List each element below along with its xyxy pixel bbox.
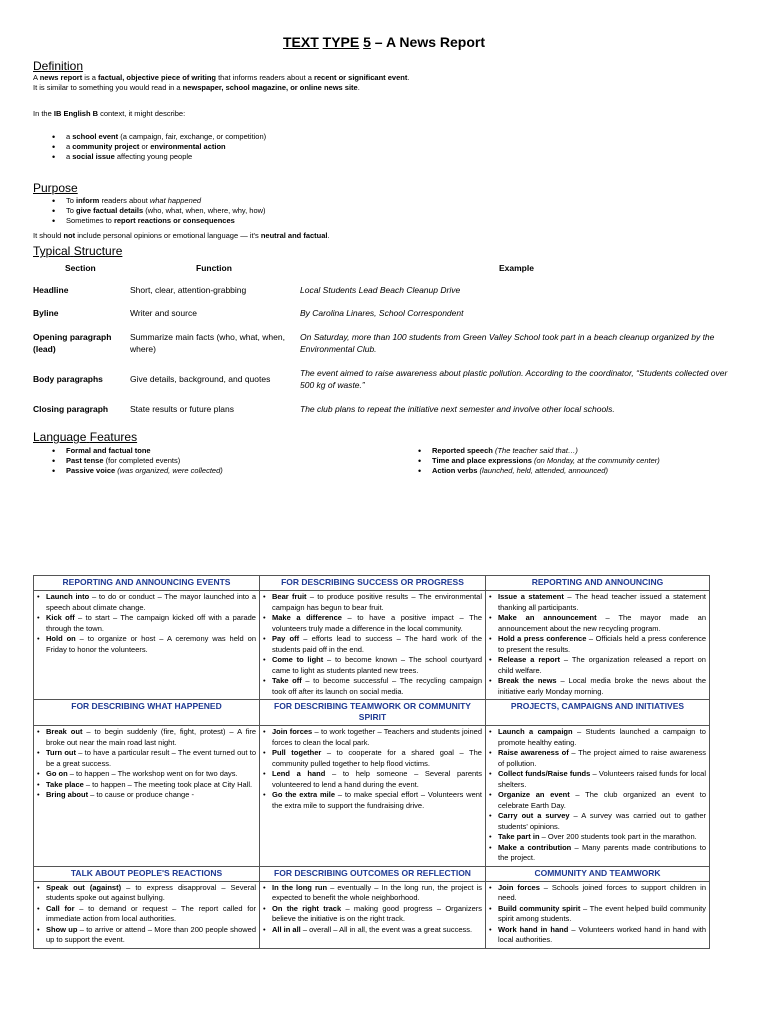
row-function: State results or future plans <box>130 404 234 414</box>
purpose-heading: Purpose <box>33 181 78 195</box>
vocab-entry: • Raise awareness of – The project aimed to raise awareness of pollution. <box>489 748 706 769</box>
row-function: Summarize main facts (who, what, when, where) <box>130 332 285 354</box>
vocab-content-row <box>34 726 710 867</box>
vocab-category-heading: PROJECTS, CAMPAIGNS AND INITIATIVES <box>486 700 710 726</box>
vocab-entry: • Issue a statement – The head teacher issued a statement thanking all participants. <box>489 592 706 613</box>
vocab-entry: • Bear fruit – to produce positive results – The environmental campaign has begun to bear fruit. <box>263 592 482 613</box>
vocab-entry: • Kick off – to start – The campaign kicked off with a parade through the town. <box>37 613 256 634</box>
vocab-entry: • Release a report – The organization released a report on child welfare. <box>489 655 706 676</box>
vocab-entry: • Build community spirit – The event helped build community spirit among students. <box>489 904 706 925</box>
row-section: Opening paragraph (lead) <box>33 332 112 354</box>
vocab-entry: • Bring about – to cause or produce change - <box>37 790 256 801</box>
vocab-cell <box>260 591 486 700</box>
structure-header-section: Section <box>65 263 96 273</box>
list-item: • a community project or environmental action <box>50 142 266 152</box>
list-item: • Passive voice (was organized, were collected) <box>50 466 223 476</box>
vocab-content-row <box>34 591 710 700</box>
vocab-entry: • On the right track – making good progress – Organizers believe the initiative is on the right track. <box>263 904 482 925</box>
vocab-entry: • Hold on – to organize or host – A ceremony was held on Friday to honor the volunteers. <box>37 634 256 655</box>
language-heading: Language Features <box>33 430 138 444</box>
vocab-entry: • Break the news – Local media broke the news about the initiative early Monday morning. <box>489 676 706 697</box>
vocab-entry: • Pull together – to cooperate for a shared goal – The community pulled together to help flood victims. <box>263 748 482 769</box>
row-section: Byline <box>33 308 59 318</box>
vocab-header-row <box>34 576 710 591</box>
title-part: 5 <box>363 34 371 50</box>
vocab-entry: • Hold a press conference – Officials held a press conference to present the results. <box>489 634 706 655</box>
purpose-note: It should not include personal opinions or emotional language — it's neutral and factual. <box>33 231 330 240</box>
list-item: • a school event (a campaign, fair, exchange, or competition) <box>50 132 266 142</box>
vocab-cell <box>486 591 710 700</box>
vocab-category-heading: REPORTING AND ANNOUNCING EVENTS <box>34 576 260 591</box>
vocab-category-heading: FOR DESCRIBING SUCCESS OR PROGRESS <box>260 576 486 591</box>
definition-line-3: In the IB English B context, it might describe: <box>33 109 186 118</box>
vocab-cell <box>34 726 260 867</box>
vocab-entry: • Speak out (against) – to express disapproval – Several students spoke out against bullying. <box>37 883 256 904</box>
vocab-category-heading: FOR DESCRIBING OUTCOMES OR REFLECTION <box>260 866 486 881</box>
row-function: Short, clear, attention-grabbing <box>130 285 247 295</box>
definition-bullets <box>50 132 266 162</box>
vocab-category-heading: COMMUNITY AND TEAMWORK <box>486 866 710 881</box>
vocab-category-heading: FOR DESCRIBING TEAMWORK OR COMMUNITY SPIRIT <box>260 700 486 726</box>
structure-heading: Typical Structure <box>33 244 123 258</box>
vocab-entry: • Take part in – Over 200 students took part in the marathon. <box>489 832 706 843</box>
vocab-entry: • Collect funds/Raise funds – Volunteers raised funds for local shelters. <box>489 769 706 790</box>
vocab-entry: • Come to light – to become known – The school courtyard came to light as students planted new trees. <box>263 655 482 676</box>
definition-line-2: It is similar to something you would read in a newspaper, school magazine, or online news site. <box>33 83 360 92</box>
vocab-entry: • Call for – to demand or request – The report called for immediate action from local authorities. <box>37 904 256 925</box>
list-item: • Past tense (for completed events) <box>50 456 223 466</box>
purpose-bullets <box>50 196 266 226</box>
vocab-cell <box>260 881 486 948</box>
row-section: Closing paragraph <box>33 404 109 414</box>
structure-header-function: Function <box>196 263 232 273</box>
vocab-entry: • Make a contribution – Many parents made contributions to the project. <box>489 843 706 864</box>
vocab-entry: • Make a difference – to have a positive impact – The volunteers truly made a difference in the local community. <box>263 613 482 634</box>
vocab-header-row <box>34 866 710 881</box>
row-section: Headline <box>33 285 69 295</box>
vocab-entry: • Join forces – Schools joined forces to support children in need. <box>489 883 706 904</box>
definition-line-1: A news report is a factual, objective piece of writing that informs readers about a recent or significant event. <box>33 73 410 82</box>
vocab-entry: • In the long run – eventually – In the long run, the project is expected to benefit the whole neighborhood. <box>263 883 482 904</box>
row-function: Give details, background, and quotes <box>130 374 271 384</box>
vocab-entry: • Go on – to happen – The workshop went on for two days. <box>37 769 256 780</box>
list-item: • Formal and factual tone <box>50 446 223 456</box>
vocab-category-heading: FOR DESCRIBING WHAT HAPPENED <box>34 700 260 726</box>
row-function: Writer and source <box>130 308 197 318</box>
list-item: • Reported speech (The teacher said that…) <box>416 446 660 456</box>
vocab-entry: • Join forces – to work together – Teachers and students joined forces to clean the local park. <box>263 727 482 748</box>
language-features-left <box>50 446 223 476</box>
list-item: • Time and place expressions (on Monday, at the community center) <box>416 456 660 466</box>
vocab-entry: • Break out – to begin suddenly (fire, fight, protest) – A fire broke out near the main road last night. <box>37 727 256 748</box>
vocab-content-row <box>34 881 710 948</box>
vocab-cell <box>34 881 260 948</box>
row-example: Local Students Lead Beach Cleanup Drive <box>300 285 461 295</box>
vocab-entry: • Turn out – to have a particular result – The event turned out to be a great success. <box>37 748 256 769</box>
row-example: The event aimed to raise awareness about plastic pollution. According to the coordinator, “Students collected over 500 kg of waste.” <box>300 368 728 390</box>
vocab-entry: • Lend a hand – to help someone – Several parents volunteered to lend a hand during the event. <box>263 769 482 790</box>
title-part: – A News Report <box>374 34 486 50</box>
vocab-cell <box>34 591 260 700</box>
vocab-entry: • Organize an event – The club organized an event to celebrate Earth Day. <box>489 790 706 811</box>
vocab-entry: • Show up – to arrive or attend – More than 200 people showed up to support the event. <box>37 925 256 946</box>
vocab-category-heading: REPORTING AND ANNOUNCING <box>486 576 710 591</box>
vocab-entry: • Take place – to happen – The meeting took place at City Hall. <box>37 780 256 791</box>
vocab-entry: • Go the extra mile – to make special effort – Volunteers went the extra mile to support the fundraising drive. <box>263 790 482 811</box>
language-features-right <box>416 446 660 476</box>
vocab-cell <box>486 726 710 867</box>
vocab-entry: • Work hand in hand – Volunteers worked hand in hand with local authorities. <box>489 925 706 946</box>
title-part: TEXT <box>282 34 319 50</box>
row-example: By Carolina Linares, School Correspondent <box>300 308 464 318</box>
row-section: Body paragraphs <box>33 374 103 384</box>
list-item: • To give factual details (who, what, when, where, why, how) <box>50 206 266 216</box>
list-item: • Action verbs (launched, held, attended, announced) <box>416 466 660 476</box>
list-item: • Sometimes to report reactions or consequences <box>50 216 266 226</box>
vocab-cell <box>486 881 710 948</box>
vocab-entry: • Make an announcement – The mayor made an announcement about the new recycling program. <box>489 613 706 634</box>
vocab-entry: • Launch into – to do or conduct – The mayor launched into a speech about climate change. <box>37 592 256 613</box>
definition-heading: Definition <box>33 59 84 73</box>
vocab-entry: • Carry out a survey – A survey was carried out to gather students' opinions. <box>489 811 706 832</box>
title-part: TYPE <box>322 34 360 50</box>
vocab-header-row <box>34 700 710 726</box>
list-item: • To inform readers about what happened <box>50 196 266 206</box>
vocab-entry: • Launch a campaign – Students launched a campaign to promote healthy eating. <box>489 727 706 748</box>
vocabulary-table <box>33 575 710 949</box>
vocab-entry: • Take off – to become successful – The recycling campaign took off after its launch on social media. <box>263 676 482 697</box>
vocab-category-heading: TALK ABOUT PEOPLE'S REACTIONS <box>34 866 260 881</box>
row-example: The club plans to repeat the initiative next semester and involve other local schools. <box>300 404 615 414</box>
page-title <box>0 34 768 50</box>
row-example: On Saturday, more than 100 students from Green Valley School took part in a beach cleanup organized by the Environmental Club. <box>300 332 715 354</box>
vocab-cell <box>260 726 486 867</box>
list-item: • a social issue affecting young people <box>50 152 266 162</box>
vocab-entry: • All in all – overall – All in all, the event was a great success. <box>263 925 482 936</box>
structure-header-example: Example <box>499 263 534 273</box>
vocab-entry: • Pay off – efforts lead to success – The hard work of the students paid off in the end. <box>263 634 482 655</box>
